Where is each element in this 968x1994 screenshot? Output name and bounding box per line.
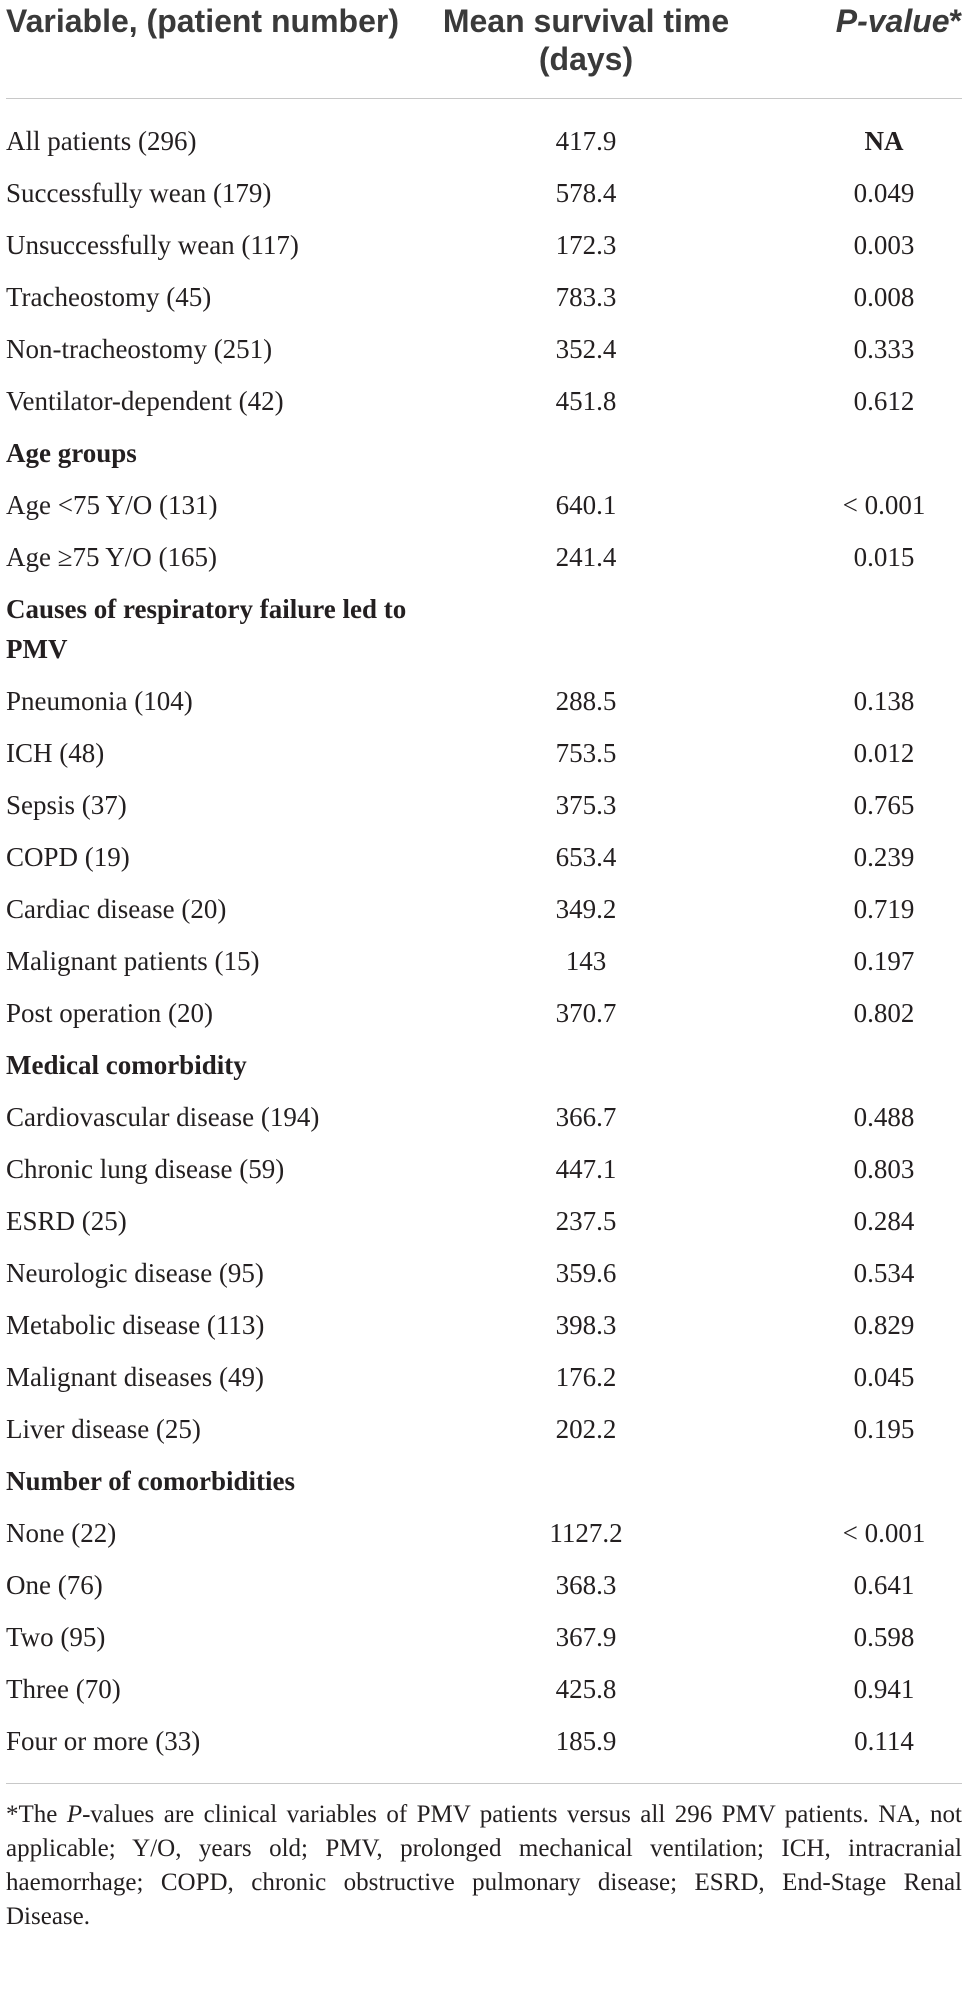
table-row: [6, 831, 962, 883]
row-label: ICH (48): [6, 738, 105, 768]
table-row: [6, 1195, 962, 1247]
p-value-cell: 0.197: [853, 946, 915, 976]
mean-survival-cell: 417.9: [555, 126, 617, 156]
header-variable: Variable, (patient number): [6, 0, 436, 99]
p-value-cell: 0.941: [853, 1674, 915, 1704]
p-value-cell: 0.008: [853, 282, 915, 312]
p-value-cell: 0.015: [853, 542, 915, 572]
header-p-value: [736, 0, 962, 99]
row-label: Malignant patients (15): [6, 946, 260, 976]
row-label: Unsuccessfully wean (117): [6, 230, 299, 260]
table-row: [6, 1091, 962, 1143]
table-row: [6, 1507, 962, 1559]
row-label: Successfully wean (179): [6, 178, 272, 208]
footnote-mark: *The: [6, 1801, 67, 1828]
mean-survival-cell: 143: [565, 946, 607, 976]
p-value-cell: [736, 1455, 962, 1507]
mean-survival-cell: 783.3: [555, 282, 617, 312]
mean-survival-cell: 241.4: [555, 542, 617, 572]
p-value-cell: 0.829: [853, 1310, 915, 1340]
row-label: All patients (296): [6, 126, 197, 156]
p-value-cell: 0.719: [853, 894, 915, 924]
row-label: Tracheostomy (45): [6, 282, 212, 312]
table-row: [6, 1039, 962, 1091]
row-label: Metabolic disease (113): [6, 1310, 265, 1340]
row-label: Ventilator-dependent (42): [6, 386, 284, 416]
table-row: [6, 1403, 962, 1455]
p-value-cell: 0.195: [853, 1414, 915, 1444]
table-row: [6, 987, 962, 1039]
row-label: Cardiac disease (20): [6, 894, 227, 924]
table-row: [6, 935, 962, 987]
row-label: None (22): [6, 1518, 117, 1548]
row-label: Three (70): [6, 1674, 121, 1704]
table-row: [6, 1559, 962, 1611]
table-row: [6, 1247, 962, 1299]
table-row: [6, 779, 962, 831]
mean-survival-cell: 367.9: [555, 1622, 617, 1652]
p-value-cell: 0.765: [853, 790, 915, 820]
row-label: Pneumonia (104): [6, 686, 193, 716]
p-value-cell: < 0.001: [842, 490, 926, 520]
p-value-cell: 0.333: [853, 334, 915, 364]
row-label: Cardiovascular disease (194): [6, 1102, 320, 1132]
table-row: [6, 167, 962, 219]
table-row: [6, 271, 962, 323]
row-label: ESRD (25): [6, 1206, 127, 1236]
section-label: Medical comorbidity: [6, 1050, 247, 1080]
mean-survival-cell: 1127.2: [549, 1518, 623, 1548]
row-label: Sepsis (37): [6, 790, 127, 820]
mean-survival-cell: 375.3: [555, 790, 617, 820]
p-value-cell: 0.138: [853, 686, 915, 716]
mean-survival-cell: 425.8: [555, 1674, 617, 1704]
table-row: [6, 1611, 962, 1663]
p-value-cell: 0.803: [853, 1154, 915, 1184]
mean-survival-cell: 202.2: [555, 1414, 617, 1444]
header-p-value-mark: *: [949, 3, 962, 39]
mean-survival-cell: 398.3: [555, 1310, 617, 1340]
table-row: [6, 883, 962, 935]
mean-survival-cell: 172.3: [555, 230, 617, 260]
mean-survival-cell: [436, 427, 736, 479]
footnote-text: -values are clinical variables of PMV patients versus all 296 PMV patients. NA, not applicable; Y/O, years old; PMV, prolonged mechanical ventilation; ICH, intracranial haemorrhage; COPD, chronic obstructive pulmonary disease; ESRD, End-Stage Renal Disease.: [6, 1801, 962, 1930]
p-value-cell: [736, 427, 962, 479]
table-row: [6, 1143, 962, 1195]
p-value-cell: [736, 583, 962, 675]
section-label: Number of comorbidities: [6, 1466, 295, 1496]
mean-survival-cell: [436, 1455, 736, 1507]
table-body: [6, 99, 962, 1784]
p-value-cell: 0.641: [853, 1570, 915, 1600]
row-label: Age <75 Y/O (131): [6, 490, 218, 520]
table-row: [6, 583, 962, 675]
p-value-cell: 0.003: [853, 230, 915, 260]
mean-survival-cell: [436, 583, 736, 675]
row-label: Non-tracheostomy (251): [6, 334, 273, 364]
section-label: Causes of respiratory failure led to PMV: [6, 594, 407, 664]
mean-survival-cell: 185.9: [436, 1715, 736, 1784]
row-label: Liver disease (25): [6, 1414, 201, 1444]
table-row: [6, 531, 962, 583]
header-p-value-text: P-value: [835, 3, 950, 39]
mean-survival-cell: 578.4: [555, 178, 617, 208]
mean-survival-cell: 753.5: [555, 738, 617, 768]
table-row: [6, 1715, 962, 1784]
table-row: [6, 1351, 962, 1403]
table-row: [6, 99, 962, 168]
p-value-cell: 0.049: [853, 178, 915, 208]
table-row: [6, 219, 962, 271]
table-header: [6, 0, 962, 99]
p-value-cell: [736, 1039, 962, 1091]
mean-survival-cell: 352.4: [555, 334, 617, 364]
table-row: [6, 727, 962, 779]
p-value-cell: 0.012: [853, 738, 915, 768]
row-label: Neurologic disease (95): [6, 1258, 264, 1288]
table-row: [6, 1299, 962, 1351]
p-value-cell: 0.045: [853, 1362, 915, 1392]
survival-table: [6, 0, 962, 1784]
p-value-cell: 0.114: [736, 1715, 962, 1784]
row-label: Chronic lung disease (59): [6, 1154, 285, 1184]
mean-survival-cell: 237.5: [555, 1206, 617, 1236]
table-row: [6, 427, 962, 479]
table-row: [6, 1455, 962, 1507]
p-value-cell: 0.284: [853, 1206, 915, 1236]
p-value-cell: 0.612: [853, 386, 915, 416]
mean-survival-cell: 447.1: [555, 1154, 617, 1184]
table-row: [6, 675, 962, 727]
p-value-cell: 0.488: [853, 1102, 915, 1132]
p-value-cell: 0.239: [853, 842, 915, 872]
header-mean-survival: Mean survival time (days): [436, 0, 736, 99]
footnote-p: P: [66, 1801, 83, 1828]
row-label: COPD (19): [6, 842, 130, 872]
mean-survival-cell: [436, 1039, 736, 1091]
mean-survival-cell: 349.2: [555, 894, 617, 924]
table-row: [6, 375, 962, 427]
p-value-cell: NA: [864, 126, 904, 156]
table-row: [6, 479, 962, 531]
row-label: Post operation (20): [6, 998, 213, 1028]
mean-survival-cell: 366.7: [555, 1102, 617, 1132]
row-label: Four or more (33): [6, 1715, 436, 1784]
p-value-cell: < 0.001: [842, 1518, 926, 1548]
table-footnote: [6, 1784, 962, 1934]
mean-survival-cell: 368.3: [555, 1570, 617, 1600]
row-label: Malignant diseases (49): [6, 1362, 264, 1392]
section-label: Age groups: [6, 438, 137, 468]
p-value-cell: 0.802: [853, 998, 915, 1028]
p-value-cell: 0.534: [853, 1258, 915, 1288]
mean-survival-cell: 640.1: [555, 490, 617, 520]
p-value-cell: 0.598: [853, 1622, 915, 1652]
mean-survival-cell: 288.5: [555, 686, 617, 716]
mean-survival-cell: 359.6: [555, 1258, 617, 1288]
mean-survival-cell: 451.8: [555, 386, 617, 416]
row-label: One (76): [6, 1570, 103, 1600]
mean-survival-cell: 176.2: [555, 1362, 617, 1392]
mean-survival-cell: 653.4: [555, 842, 617, 872]
table-row: [6, 1663, 962, 1715]
row-label: Two (95): [6, 1622, 106, 1652]
mean-survival-cell: 370.7: [555, 998, 617, 1028]
row-label: Age ≥75 Y/O (165): [6, 542, 218, 572]
table-row: [6, 323, 962, 375]
